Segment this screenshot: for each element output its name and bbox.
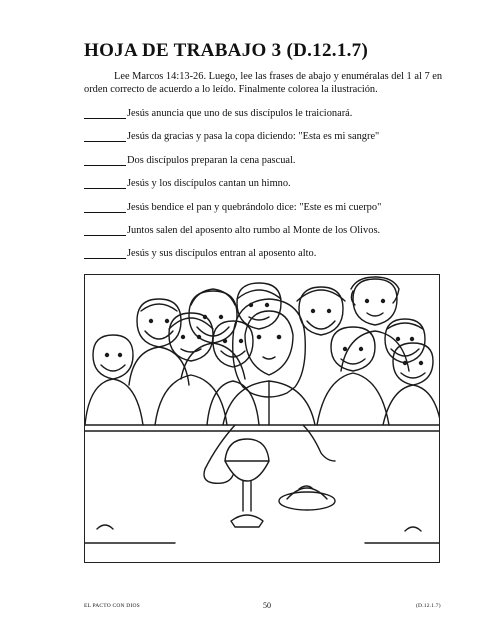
last-supper-drawing xyxy=(85,275,439,562)
ordering-item-4 xyxy=(84,178,464,201)
ordering-item-7 xyxy=(84,248,464,271)
jesus-figure xyxy=(204,299,335,483)
footer-book-title: EL PACTO CON DIOS xyxy=(84,603,140,609)
answer-blank-7[interactable] xyxy=(84,248,126,259)
ordering-item-1 xyxy=(84,108,464,131)
answer-blank-6[interactable] xyxy=(84,225,126,236)
answer-blank-4[interactable] xyxy=(84,178,126,189)
ordering-item-6 xyxy=(84,225,464,248)
instructions: Lee Marcos 14:13-26. Luego, lee las frases de abajo y enuméralas del 1 al 7 en orden correcto de acuerdo a lo leído. Finalmente colorea la ilustración. xyxy=(84,71,443,95)
last-supper-illustration[interactable] xyxy=(84,274,440,563)
worksheet-title: HOJA DE TRABAJO 3 (D.12.1.7) xyxy=(84,40,369,61)
item-text: Dos discípulos preparan la cena pascual. xyxy=(127,154,296,166)
disciple-figure xyxy=(85,335,143,425)
item-text: Jesús y los discípulos cantan un himno. xyxy=(127,178,291,190)
answer-blank-1[interactable] xyxy=(84,108,126,119)
item-text: Jesús da gracias y pasa la copa diciendo: "Esta es mi sangre" xyxy=(127,131,380,143)
answer-blank-2[interactable] xyxy=(84,131,126,142)
footer-code: (D.12.1.7) xyxy=(416,603,441,609)
disciple-figure xyxy=(385,319,425,363)
answer-blank-3[interactable] xyxy=(84,155,126,166)
disciple-figure xyxy=(155,313,227,425)
item-text: Jesús bendice el pan y quebrándolo dice: "Este es mi cuerpo" xyxy=(127,201,382,213)
ordering-item-2 xyxy=(84,131,464,154)
item-text: Jesús anuncia que uno de sus discípulos le traicionará. xyxy=(127,108,353,119)
answer-blank-5[interactable] xyxy=(84,202,126,213)
item-text: Juntos salen del aposento alto rumbo al Monte de los Olivos. xyxy=(127,224,381,236)
chalice xyxy=(225,439,269,527)
ordering-list xyxy=(84,108,464,272)
ordering-item-5 xyxy=(84,202,464,225)
item-text: Jesús y sus discípulos entran al aposento alto. xyxy=(127,248,317,260)
disciple-figure xyxy=(237,283,281,329)
bread-plate xyxy=(279,486,335,510)
page-number: 50 xyxy=(263,601,271,610)
ordering-item-3 xyxy=(84,155,464,178)
disciple-figure xyxy=(129,299,189,385)
